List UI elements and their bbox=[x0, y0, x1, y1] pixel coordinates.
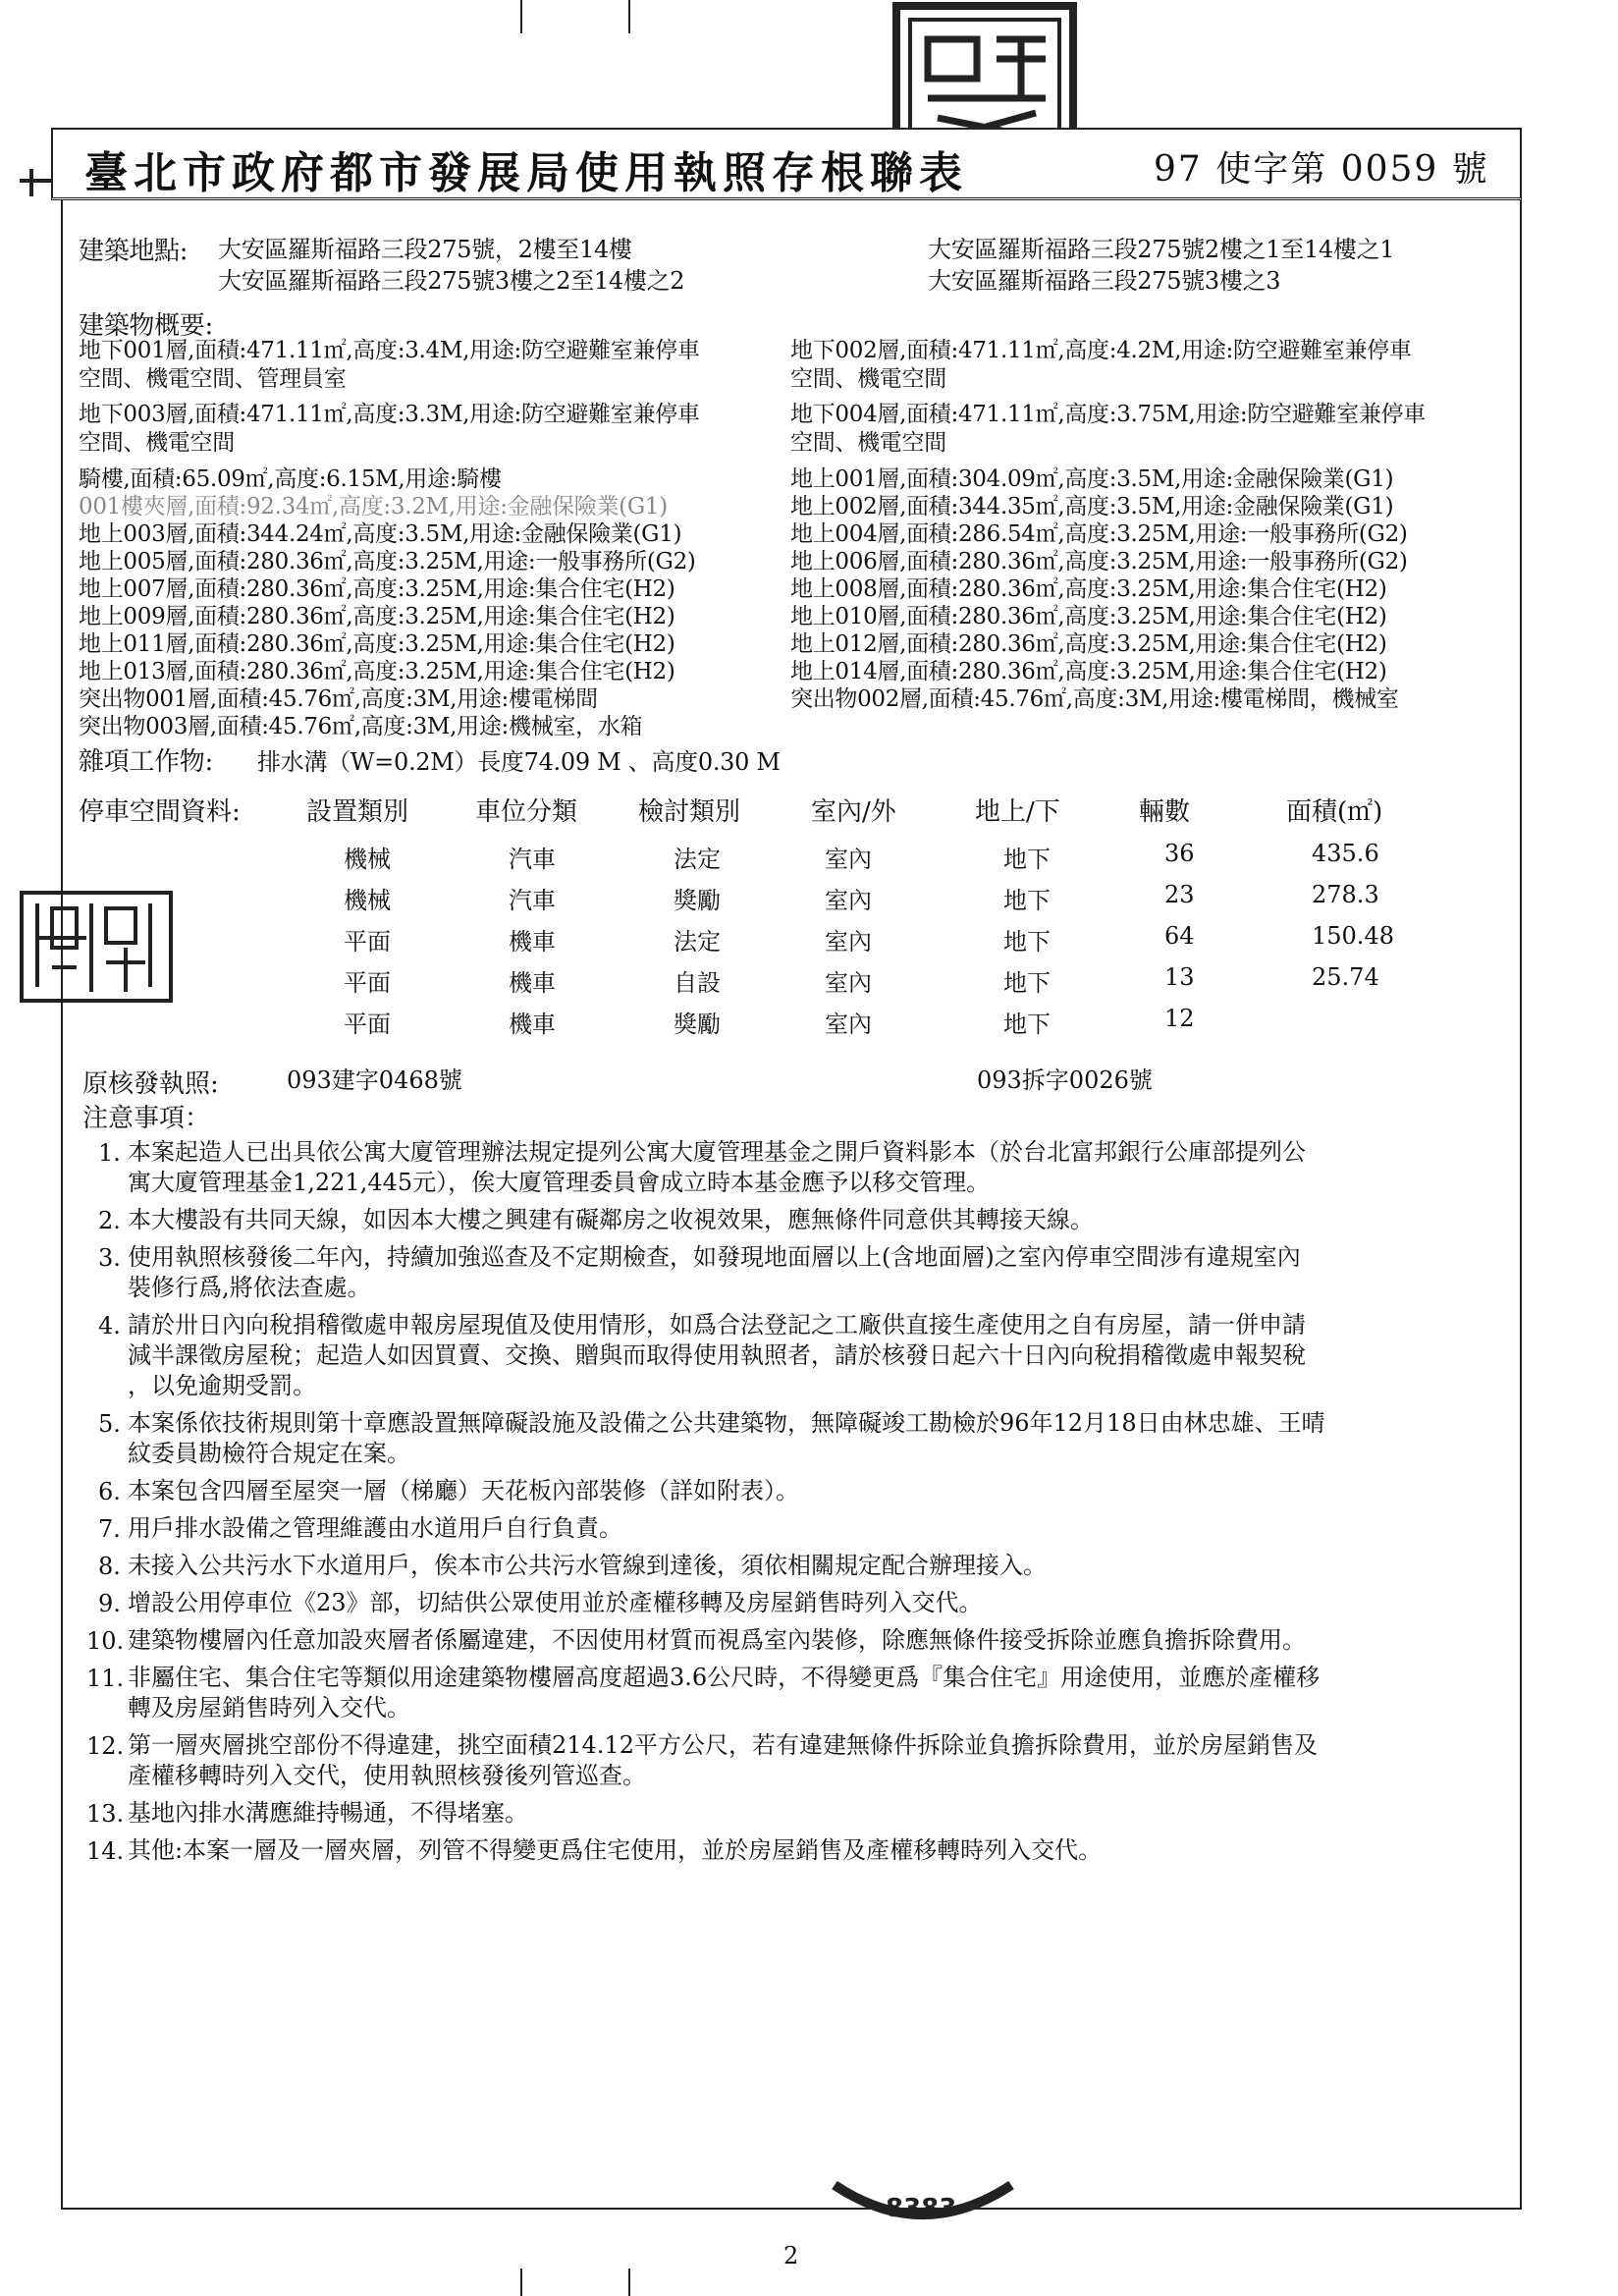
note-number: 6. bbox=[98, 1478, 121, 1505]
overview-left-line: 地上011層,面積:280.36㎡,高度:3.25M,用途:集合住宅(H2) bbox=[79, 631, 675, 657]
parking-header: 地上/下 bbox=[975, 797, 1060, 827]
parking-cell: 平面 bbox=[344, 969, 391, 997]
overview-right-line: 地上012層,面積:280.36㎡,高度:3.25M,用途:集合住宅(H2) bbox=[790, 631, 1387, 657]
note-text: 本案係依技術規則第十章應設置無障礙設施及設備之公共建築物，無障礙竣工勘檢於96年12月18日由林忠雄、王晴 bbox=[128, 1409, 1325, 1437]
parking-cell: 自設 bbox=[674, 969, 721, 997]
parking-cell: 室內 bbox=[825, 887, 872, 914]
note-text: ，以免逾期受罰。 bbox=[128, 1372, 316, 1399]
note-number: 14. bbox=[86, 1837, 125, 1865]
note-text: 建築物樓層內任意加設夾層者係屬違建，不因使用材質而視爲室內裝修，除應無條件接受拆除並應負擔拆除費用。 bbox=[128, 1626, 1306, 1654]
parking-cell: 法定 bbox=[674, 846, 721, 873]
misc-work-text: 排水溝（W=0.2M）長度74.09 M 、高度0.30 M bbox=[257, 748, 781, 776]
parking-cell: 法定 bbox=[674, 928, 721, 956]
overview-left-line: 地下001層,面積:471.11㎡,高度:3.4M,用途:防空避難室兼停車 bbox=[79, 338, 700, 363]
overview-left-line: 地下003層,面積:471.11㎡,高度:3.3M,用途:防空避難室兼停車 bbox=[79, 402, 700, 427]
note-number: 5. bbox=[98, 1410, 121, 1438]
original-permit-left: 093建字0468號 bbox=[287, 1066, 462, 1094]
overview-left-line: 突出物001層,面積:45.76㎡,高度:3M,用途:樓電梯間 bbox=[79, 686, 598, 712]
note-number: 2. bbox=[98, 1207, 121, 1234]
parking-cell: 地下 bbox=[1003, 928, 1051, 956]
note-text: 用戶排水設備之管理維護由水道用戶自行負責。 bbox=[128, 1514, 622, 1542]
parking-cell: 機車 bbox=[509, 928, 556, 956]
parking-cell: 室內 bbox=[825, 969, 872, 997]
overview-right-line: 地上004層,面積:286.54㎡,高度:3.25M,用途:一般事務所(G2) bbox=[790, 521, 1408, 547]
overview-left-line: 空間、機電空間、管理員室 bbox=[79, 366, 347, 392]
note-text: 本案包含四層至屋突一層（梯廳）天花板內部裝修（詳如附表）。 bbox=[128, 1477, 799, 1504]
parking-label: 停車空間資料: bbox=[79, 797, 241, 827]
parking-cell: 機械 bbox=[344, 846, 391, 873]
scan-mark bbox=[628, 0, 630, 33]
parking-cell: 278.3 bbox=[1312, 881, 1379, 908]
note-text: 產權移轉時列入交代，使用執照核發後列管巡查。 bbox=[128, 1762, 646, 1789]
document-number: 97 使字第 0059 號 bbox=[1154, 149, 1489, 190]
page-title: 臺北市政府都市發展局使用執照存根聯表 bbox=[84, 148, 968, 198]
location-line: 大安區羅斯福路三段275號2樓之1至14樓之1 bbox=[928, 236, 1395, 263]
note-number: 7. bbox=[98, 1515, 121, 1543]
note-text: 使用執照核發後二年內，持續加強巡查及不定期檢查，如發現地面層以上(含地面層)之室內停車空間涉有違規室內 bbox=[128, 1243, 1301, 1271]
scan-mark bbox=[20, 179, 53, 183]
overview-left-line: 地上013層,面積:280.36㎡,高度:3.25M,用途:集合住宅(H2) bbox=[79, 659, 675, 684]
overview-right-line: 地上006層,面積:280.36㎡,高度:3.25M,用途:一般事務所(G2) bbox=[790, 549, 1408, 574]
note-number: 3. bbox=[98, 1244, 121, 1272]
scan-mark bbox=[628, 2269, 630, 2296]
parking-cell: 機車 bbox=[509, 969, 556, 997]
parking-cell: 汽車 bbox=[509, 846, 556, 873]
parking-cell: 汽車 bbox=[509, 887, 556, 914]
parking-cell: 獎勵 bbox=[674, 887, 721, 914]
note-text: 未接入公共污水下水道用戶，俟本市公共污水管線到達後，須依相關規定配合辦理接入。 bbox=[128, 1552, 1047, 1579]
parking-cell: 13 bbox=[1164, 963, 1195, 991]
parking-cell: 機械 bbox=[344, 887, 391, 914]
parking-header: 檢討類別 bbox=[638, 797, 741, 827]
parking-cell: 室內 bbox=[825, 1011, 872, 1038]
note-number: 13. bbox=[86, 1800, 125, 1828]
note-number: 1. bbox=[98, 1139, 121, 1167]
location-line: 大安區羅斯福路三段275號3樓之3 bbox=[928, 267, 1281, 295]
parking-cell: 獎勵 bbox=[674, 1011, 721, 1038]
overview-right-line: 地上002層,面積:344.35㎡,高度:3.5M,用途:金融保險業(G1) bbox=[790, 494, 1394, 519]
overview-left-line: 突出物003層,面積:45.76㎡,高度:3M,用途:機械室，水箱 bbox=[79, 714, 643, 739]
overview-right-line: 空間、機電空間 bbox=[790, 430, 946, 456]
note-text: 第一層夾層挑空部份不得違建，挑空面積214.12平方公尺，若有違建無條件拆除並負擔拆除費用，並於房屋銷售及 bbox=[128, 1731, 1318, 1759]
note-text: 其他:本案一層及一層夾層，列管不得變更爲住宅使用，並於房屋銷售及產權移轉時列入交代。 bbox=[128, 1836, 1103, 1864]
parking-header: 設置類別 bbox=[306, 797, 409, 827]
notes-label: 注意事項： bbox=[82, 1104, 211, 1133]
parking-cell: 地下 bbox=[1003, 969, 1051, 997]
note-text: 寓大廈管理基金1,221,445元），俟大廈管理委員會成立時本基金應予以移交管理。 bbox=[128, 1169, 991, 1196]
original-permit-label: 原核發執照: bbox=[82, 1069, 219, 1099]
note-text: 裝修行爲,將依法查處。 bbox=[128, 1274, 371, 1301]
overview-left-line: 地上003層,面積:344.24㎡,高度:3.5M,用途:金融保險業(G1) bbox=[79, 521, 682, 547]
misc-work-label: 雜項工作物: bbox=[79, 747, 213, 777]
overview-right-line: 空間、機電空間 bbox=[790, 366, 946, 392]
parking-header: 車位分類 bbox=[475, 797, 578, 827]
overview-left-line: 空間、機電空間 bbox=[79, 430, 235, 456]
note-text: 增設公用停車位《23》部，切結供公眾使用並於產權移轉及房屋銷售時列入交代。 bbox=[128, 1589, 983, 1616]
note-text: 本案起造人已出具依公寓大廈管理辦法規定提列公寓大廈管理基金之開戶資料影本（於台北富邦銀行公庫部提列公 bbox=[128, 1138, 1306, 1166]
parking-cell: 23 bbox=[1164, 881, 1195, 908]
overview-left-line: 地上009層,面積:280.36㎡,高度:3.25M,用途:集合住宅(H2) bbox=[79, 604, 675, 629]
parking-cell: 平面 bbox=[344, 1011, 391, 1038]
note-number: 4. bbox=[98, 1312, 121, 1339]
parking-cell: 12 bbox=[1164, 1005, 1195, 1032]
overview-right-line: 地上008層,面積:280.36㎡,高度:3.25M,用途:集合住宅(H2) bbox=[790, 576, 1387, 602]
note-text: 減半課徵房屋稅；起造人如因買賣、交換、贈與而取得使用執照者，請於核發日起六十日內向稅捐稽徵處申報契稅 bbox=[128, 1341, 1306, 1369]
parking-cell: 150.48 bbox=[1312, 922, 1394, 950]
overview-left-line: 地上007層,面積:280.36㎡,高度:3.25M,用途:集合住宅(H2) bbox=[79, 576, 675, 602]
note-number: 8. bbox=[98, 1553, 121, 1580]
overview-left-line: 地上005層,面積:280.36㎡,高度:3.25M,用途:一般事務所(G2) bbox=[79, 549, 696, 574]
overview-left-line: 001樓夾層,面積:92.34㎡,高度:3.2M,用途:金融保險業(G1) bbox=[79, 494, 668, 519]
parking-header: 輛數 bbox=[1139, 797, 1191, 827]
location-label: 建築地點: bbox=[79, 237, 189, 266]
parking-cell: 室內 bbox=[825, 928, 872, 956]
note-text: 紋委員勘檢符合規定在案。 bbox=[128, 1440, 410, 1467]
parking-cell: 平面 bbox=[344, 928, 391, 956]
location-line: 大安區羅斯福路三段275號，2樓至14樓 bbox=[218, 236, 632, 263]
parking-cell: 36 bbox=[1164, 840, 1195, 867]
overview-right-line: 地上010層,面積:280.36㎡,高度:3.25M,用途:集合住宅(H2) bbox=[790, 604, 1387, 629]
overview-right-line: 地下004層,面積:471.11㎡,高度:3.75M,用途:防空避難室兼停車 bbox=[790, 402, 1426, 427]
location-line: 大安區羅斯福路三段275號3樓之2至14樓之2 bbox=[218, 267, 685, 295]
parking-cell: 室內 bbox=[825, 846, 872, 873]
note-text: 本大樓設有共同天線，如因本大樓之興建有礙鄰房之收視效果，應無條件同意供其轉接天線。 bbox=[128, 1206, 1094, 1233]
note-number: 10. bbox=[86, 1627, 125, 1655]
overview-right-line: 地上001層,面積:304.09㎡,高度:3.5M,用途:金融保險業(G1) bbox=[790, 466, 1394, 492]
parking-cell: 地下 bbox=[1003, 846, 1051, 873]
page-number: 2 bbox=[783, 2242, 799, 2269]
overview-right-line: 地下002層,面積:471.11㎡,高度:4.2M,用途:防空避難室兼停車 bbox=[790, 338, 1412, 363]
overview-label: 建築物概要: bbox=[79, 311, 213, 341]
parking-cell: 64 bbox=[1164, 922, 1195, 950]
note-number: 9. bbox=[98, 1590, 121, 1617]
parking-cell: 435.6 bbox=[1312, 840, 1379, 867]
overview-right-line: 地上014層,面積:280.36㎡,高度:3.25M,用途:集合住宅(H2) bbox=[790, 659, 1387, 684]
note-number: 11. bbox=[86, 1665, 125, 1692]
note-text: 請於卅日內向稅捐稽徵處申報房屋現值及使用情形，如爲合法登記之工廠供直接生產使用之自有房屋，請一併申請 bbox=[128, 1311, 1306, 1339]
scan-mark bbox=[520, 0, 522, 33]
parking-cell: 25.74 bbox=[1312, 963, 1379, 991]
overview-right-line: 突出物002層,面積:45.76㎡,高度:3M,用途:樓電梯間，機械室 bbox=[790, 686, 1399, 712]
scan-mark bbox=[520, 2269, 522, 2296]
parking-cell: 地下 bbox=[1003, 887, 1051, 914]
parking-cell: 地下 bbox=[1003, 1011, 1051, 1038]
note-text: 基地內排水溝應維持暢通，不得堵塞。 bbox=[128, 1799, 528, 1827]
note-text: 非屬住宅、集合住宅等類似用途建築物樓層高度超過3.6公尺時，不得變更爲『集合住宅』用途使用，並應於產權移 bbox=[128, 1664, 1321, 1691]
original-permit-right: 093拆字0026號 bbox=[977, 1066, 1153, 1094]
overview-left-line: 騎樓,面積:65.09㎡,高度:6.15M,用途:騎樓 bbox=[79, 466, 502, 492]
svg-text:8383: 8383 bbox=[886, 2194, 957, 2223]
parking-header: 面積(㎡) bbox=[1286, 797, 1383, 827]
parking-cell: 機車 bbox=[509, 1011, 556, 1038]
note-text: 轉及房屋銷售時列入交代。 bbox=[128, 1694, 410, 1722]
parking-header: 室內/外 bbox=[811, 797, 896, 827]
note-number: 12. bbox=[86, 1732, 125, 1760]
scan-mark bbox=[29, 169, 33, 196]
